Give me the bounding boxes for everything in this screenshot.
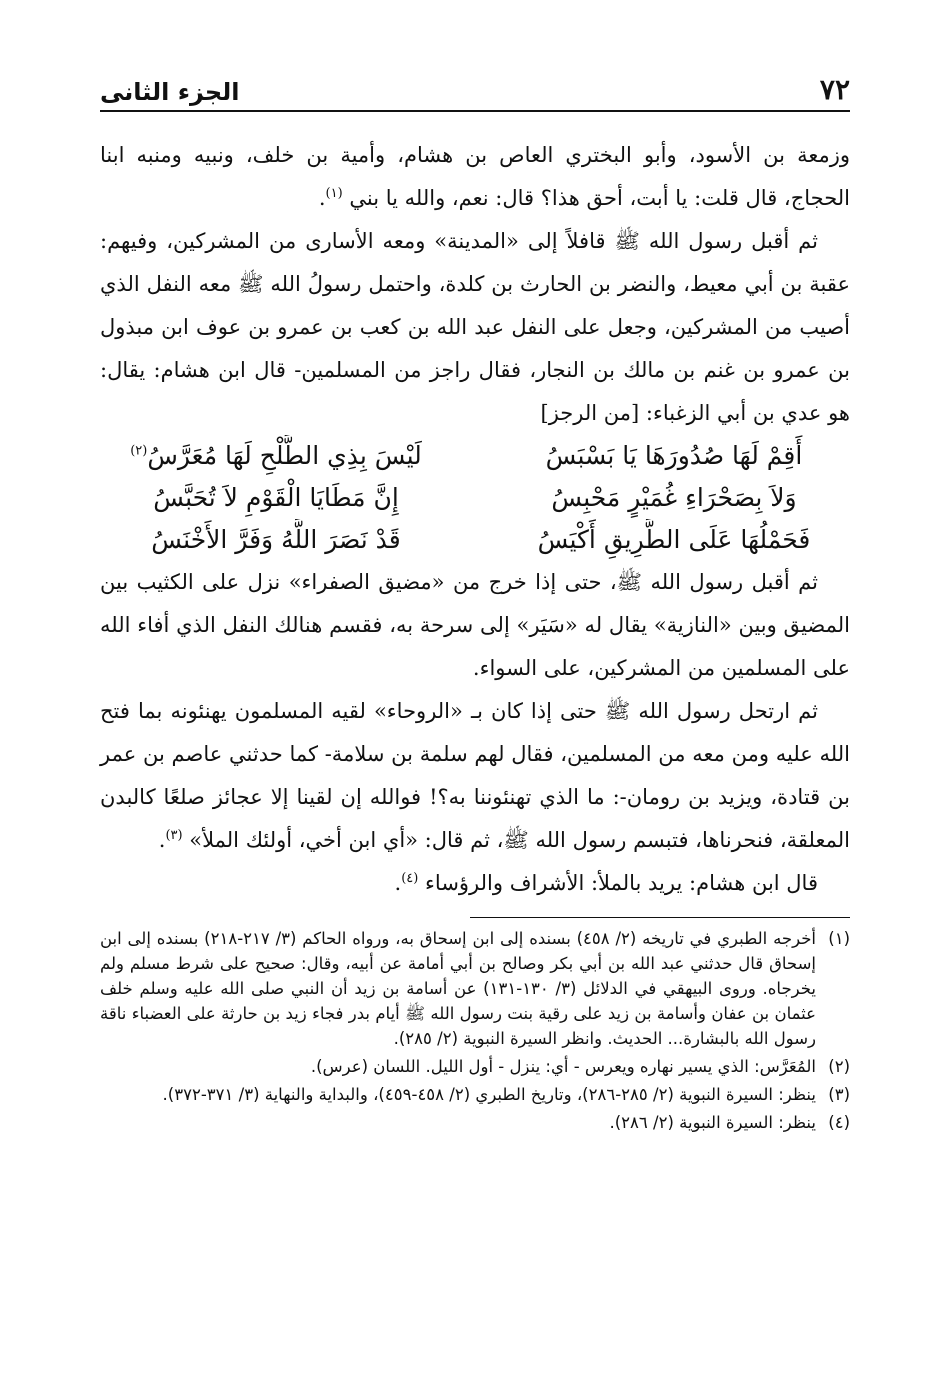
page-number: ٧٢ (819, 73, 850, 106)
book-page (100, 60, 850, 1320)
footnote-3-text: ينظر: السيرة النبوية (٢/ ٢٨٥-٢٨٦)، وتاريخ الطبري (٢/ ٤٥٨-٤٥٩)، والبداية والنهاية (٣/ ٣٧١-٣٧٢). (162, 1085, 816, 1104)
footnote-ref-4: (٤) (401, 871, 419, 886)
verse-2-left-hemistich: إِنَّ مَطَايَا الْقَوْمِ لاَ تُحَبَّسُ (153, 483, 399, 512)
footnote-1 (100, 926, 850, 1051)
running-title: الجزء الثانى (100, 78, 240, 106)
verse-1-left-hemistich (106, 435, 446, 477)
paragraph-5-end: . (394, 871, 402, 895)
paragraph-2: ثم أقبل رسول الله ﷺ قافلاً إلى «المدينة» ومعه الأسارى من المشركين، وفيهم: عقبة بن أبي معيط، والنضر بن الحارث بن كلدة، واحتمل رسولُ الله ﷺ معه النفل الذي أصيب من المشركين، وجعل على النفل عبد الله بن كعب بن عمرو بن عوف ابن مبذول بن عمرو بن غنم بن مالك بن النجار، فقال راجز من المسلمين- قال ابن هشام: يقال: هو عدي بن أبي الزغباء: [من الرجز] (100, 229, 850, 425)
verse-3 (100, 519, 850, 561)
footnote-2-text: المُعَرَّس: الذي يسير نهاره ويعرس - أي: ينزل - أول الليل. اللسان (عرس). (310, 1057, 816, 1076)
paragraph-5-text: قال ابن هشام: يريد بالملأ: الأشراف والرؤساء (425, 871, 818, 895)
footnote-2-number: (٢) (828, 1057, 850, 1076)
verse-2-right-hemistich: وَلاَ بِصَحْرَاءِ غُمَيْرٍ مَحْبِسُ (551, 483, 797, 512)
paragraph-5 (100, 862, 850, 905)
page-header (100, 60, 850, 112)
paragraph-1 (100, 134, 850, 220)
main-text (100, 134, 850, 905)
footnote-3-number: (٣) (828, 1085, 850, 1104)
paragraph-4 (100, 690, 850, 862)
paragraph-4-text: ثم ارتحل رسول الله ﷺ حتى إذا كان بـ «الروحاء» لقيه المسلمون يهنئونه بما فتح الله عليه ومن معه من المسلمين، فقال لهم سلمة بن سلامة- كما حدثني عاصم بن عمر بن قتادة، ويزيد بن رومان-: ما الذي تهنئوننا به؟! فوالله إن لقينا إلا عجائز صلعًا كالبدن المعلقة، فنحرناها، فتبسم رسول الله ﷺ، ثم قال: «أي ابن أخي، أولئك الملأ» (100, 699, 850, 852)
footnote-ref-2: (٢) (130, 443, 148, 459)
verse-1-right-hemistich: أَقِمْ لَهَا صُدُورَهَا يَا بَسْبَسُ (545, 441, 803, 470)
verse-1 (100, 435, 850, 477)
footnote-ref-1: (١) (325, 186, 343, 201)
footnote-3 (100, 1082, 850, 1107)
verse-3-left-hemistich: قَدْ نَصَرَ اللَّهُ وَفَرَّ الأَخْنَسُ (151, 525, 401, 554)
paragraph-4-end: . (158, 828, 166, 852)
paragraph-3: ثم أقبل رسول الله ﷺ، حتى إذا خرج من «مضيق الصفراء» نزل على الكثيب بين المضيق وبين «النازية» يقال له «سَيَر» إلى سرحة به، فقسم هنالك النفل الذي أفاء الله على المسلمين من المشركين، على السواء. (100, 570, 850, 680)
footnote-1-text: أخرجه الطبري في تاريخه (٢/ ٤٥٨) بسنده إلى ابن إسحاق به، ورواه الحاكم (٣/ ٢١٧-٢١٨) بسنده إلى ابن إسحاق قال حدثني عبد الله بن أبي بكر وصالح بن أبي أمامة عن أبيه، وقال: صحيح على شرط مسلم ولم يخرجاه. وروى البيهقي في الدلائل (٣/ ١٣٠-١٣١) عن أسامة بن زيد أن النبي صلى الله عليه وسلم خلف عثمان بن عفان وأسامة بن زيد على رقية بنت رسول الله ﷺ أيام بدر فجاء زيد بن حارثة على العضباء ناقة رسول الله بالبشارة... الحديث. وانظر السيرة النبوية (٢/ ٢٨٥). (100, 929, 817, 1048)
footnote-4-number: (٤) (828, 1113, 850, 1132)
footnote-4 (100, 1110, 850, 1135)
footnote-2 (100, 1054, 850, 1079)
paragraph-1-end: . (318, 186, 326, 210)
verse-2 (100, 477, 850, 519)
footnote-ref-3: (٣) (165, 828, 183, 843)
poem (100, 435, 850, 561)
footnote-4-text: ينظر: السيرة النبوية (٢/ ٢٨٦). (609, 1113, 816, 1132)
footnote-divider (470, 917, 850, 918)
paragraph-1-text: وزمعة بن الأسود، وأبو البختري العاص بن هشام، وأمية بن خلف، ونبيه ومنبه ابنا الحجاج، قال قلت: يا أبت، أحق هذا؟ قال: نعم، والله يا بني (100, 143, 850, 210)
footnote-1-number: (١) (828, 929, 850, 948)
footnotes (100, 926, 850, 1135)
verse-1-left-text: لَيْسَ بِذِي الطَّلْحِ لَهَا مُعَرَّسُ (147, 441, 422, 470)
verse-3-right-hemistich: فَحَمْلُهَا عَلَى الطَّرِيقِ أَكْيَسُ (537, 525, 811, 554)
